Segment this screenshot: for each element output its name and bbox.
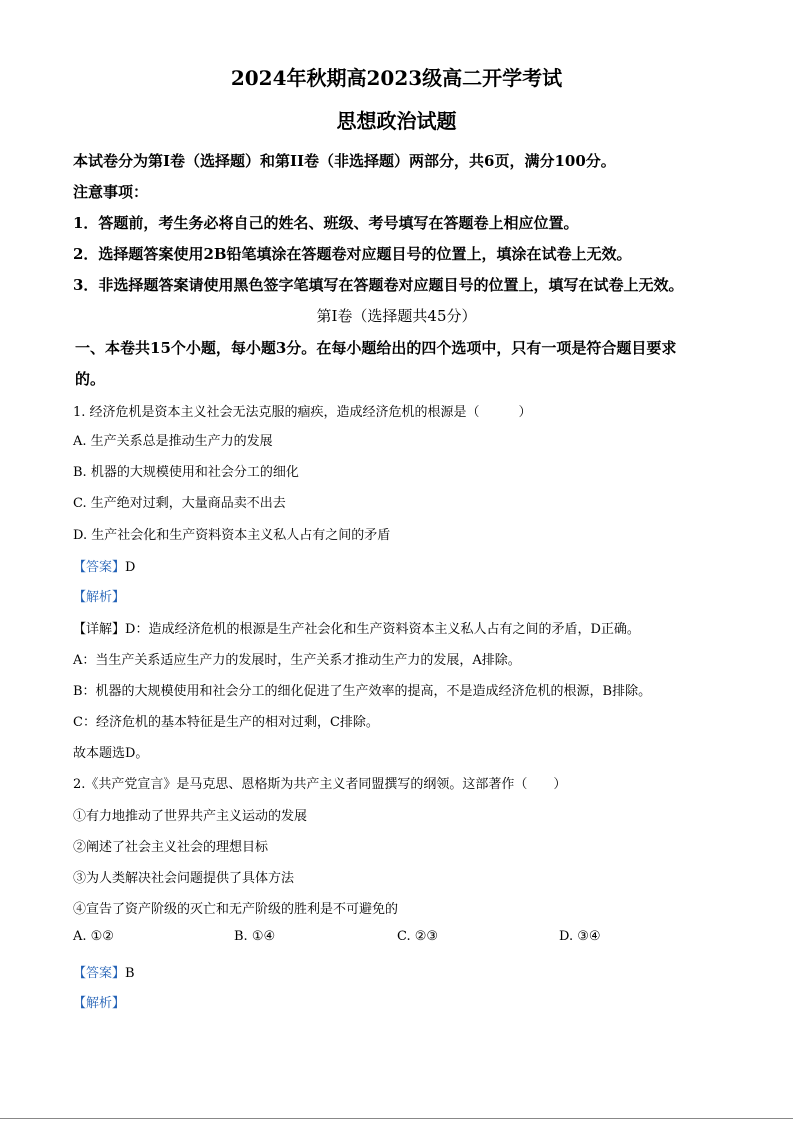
q1-option-d: D. 生产社会化和生产资料资本主义私人占有之间的矛盾 [73, 528, 391, 543]
notice-item-2: 2．选择题答案使用2B铅笔填涂在答题卷对应题目号的位置上，填涂在试卷上无效。 [73, 245, 632, 263]
notice-heading: 注意事项： [73, 183, 149, 201]
q2-option-d: D. ③④ [559, 929, 601, 944]
notice-item-3: 3．非选择题答案请使用黑色签字笔填写在答题卷对应题目号的位置上，填写在试卷上无效。 [73, 276, 684, 294]
answer-tag: 【答案】 [73, 966, 126, 981]
q2-answer-value: B [125, 966, 135, 981]
q1-option-a: A. 生产关系总是推动生产力的发展 [73, 434, 273, 449]
q1-option-c: C. 生产绝对过剩，大量商品卖不出去 [73, 496, 286, 511]
intro-text: 本试卷分为第Ⅰ卷（选择题）和第II卷（非选择题）两部分，共6页，满分100分。 [73, 152, 616, 170]
q1-answer-value: D [125, 560, 136, 575]
q1-conclusion: 故本题选D。 [73, 746, 149, 761]
q1-answer [73, 556, 135, 575]
q2-statement-1: ①有力地推动了世界共产主义运动的发展 [73, 809, 308, 824]
exam-title: 2024年秋期高2023级高二开学考试 [230, 66, 563, 90]
section-instruction-line2: 的。 [75, 370, 106, 388]
q2-option-a: A. ①② [73, 929, 114, 944]
detail-tag: 【详解】 [73, 622, 126, 637]
q1-detail-text: D：造成经济危机的根源是生产社会化和生产资料资本主义私人占有之间的矛盾，D正确。 [125, 622, 640, 637]
q1-explanation-b: B：机器的大规模使用和社会分工的细化促进了生产效率的提高，不是造成经济危机的根源，B排除。 [73, 684, 652, 699]
q1-stem: 1. 经济危机是资本主义社会无法克服的痼疾，造成经济危机的根源是（ ） [73, 405, 532, 420]
q1-analysis-tag: 【解析】 [73, 590, 126, 605]
page-bottom-divider [0, 1118, 793, 1119]
notice-item-1: 1．答题前，考生务必将自己的姓名、班级、考号填写在答题卷上相应位置。 [73, 214, 579, 232]
q2-option-b: B. ①④ [234, 929, 276, 944]
q2-analysis-tag: 【解析】 [73, 996, 126, 1011]
q1-option-b: B. 机器的大规模使用和社会分工的细化 [73, 465, 299, 480]
q1-explanation-c: C：经济危机的基本特征是生产的相对过剩，C排除。 [73, 715, 379, 730]
q2-statement-4: ④宣告了资产阶级的灭亡和无产阶级的胜利是不可避免的 [73, 902, 399, 917]
answer-tag: 【答案】 [73, 560, 126, 575]
q2-option-c: C. ②③ [397, 929, 439, 944]
exam-subject: 思想政治试题 [336, 109, 457, 133]
q1-explanation-a: A：当生产关系适应生产力的发展时，生产关系才推动生产力的发展，A排除。 [73, 653, 521, 668]
q2-answer [73, 962, 135, 981]
section-title: 第Ⅰ卷（选择题共45分） [316, 307, 477, 325]
section-instruction-line1: 一、本卷共15个小题，每小题3分。在每小题给出的四个选项中，只有一项是符合题目要求 [75, 339, 677, 357]
q2-stem: 2.《共产党宣言》是马克思、恩格斯为共产主义者同盟撰写的纲领。这部著作（ ） [73, 777, 567, 792]
q2-statement-2: ②阐述了社会主义社会的理想目标 [73, 840, 269, 855]
q2-statement-3: ③为人类解决社会问题提供了具体方法 [73, 871, 295, 886]
q1-detail [73, 618, 640, 637]
